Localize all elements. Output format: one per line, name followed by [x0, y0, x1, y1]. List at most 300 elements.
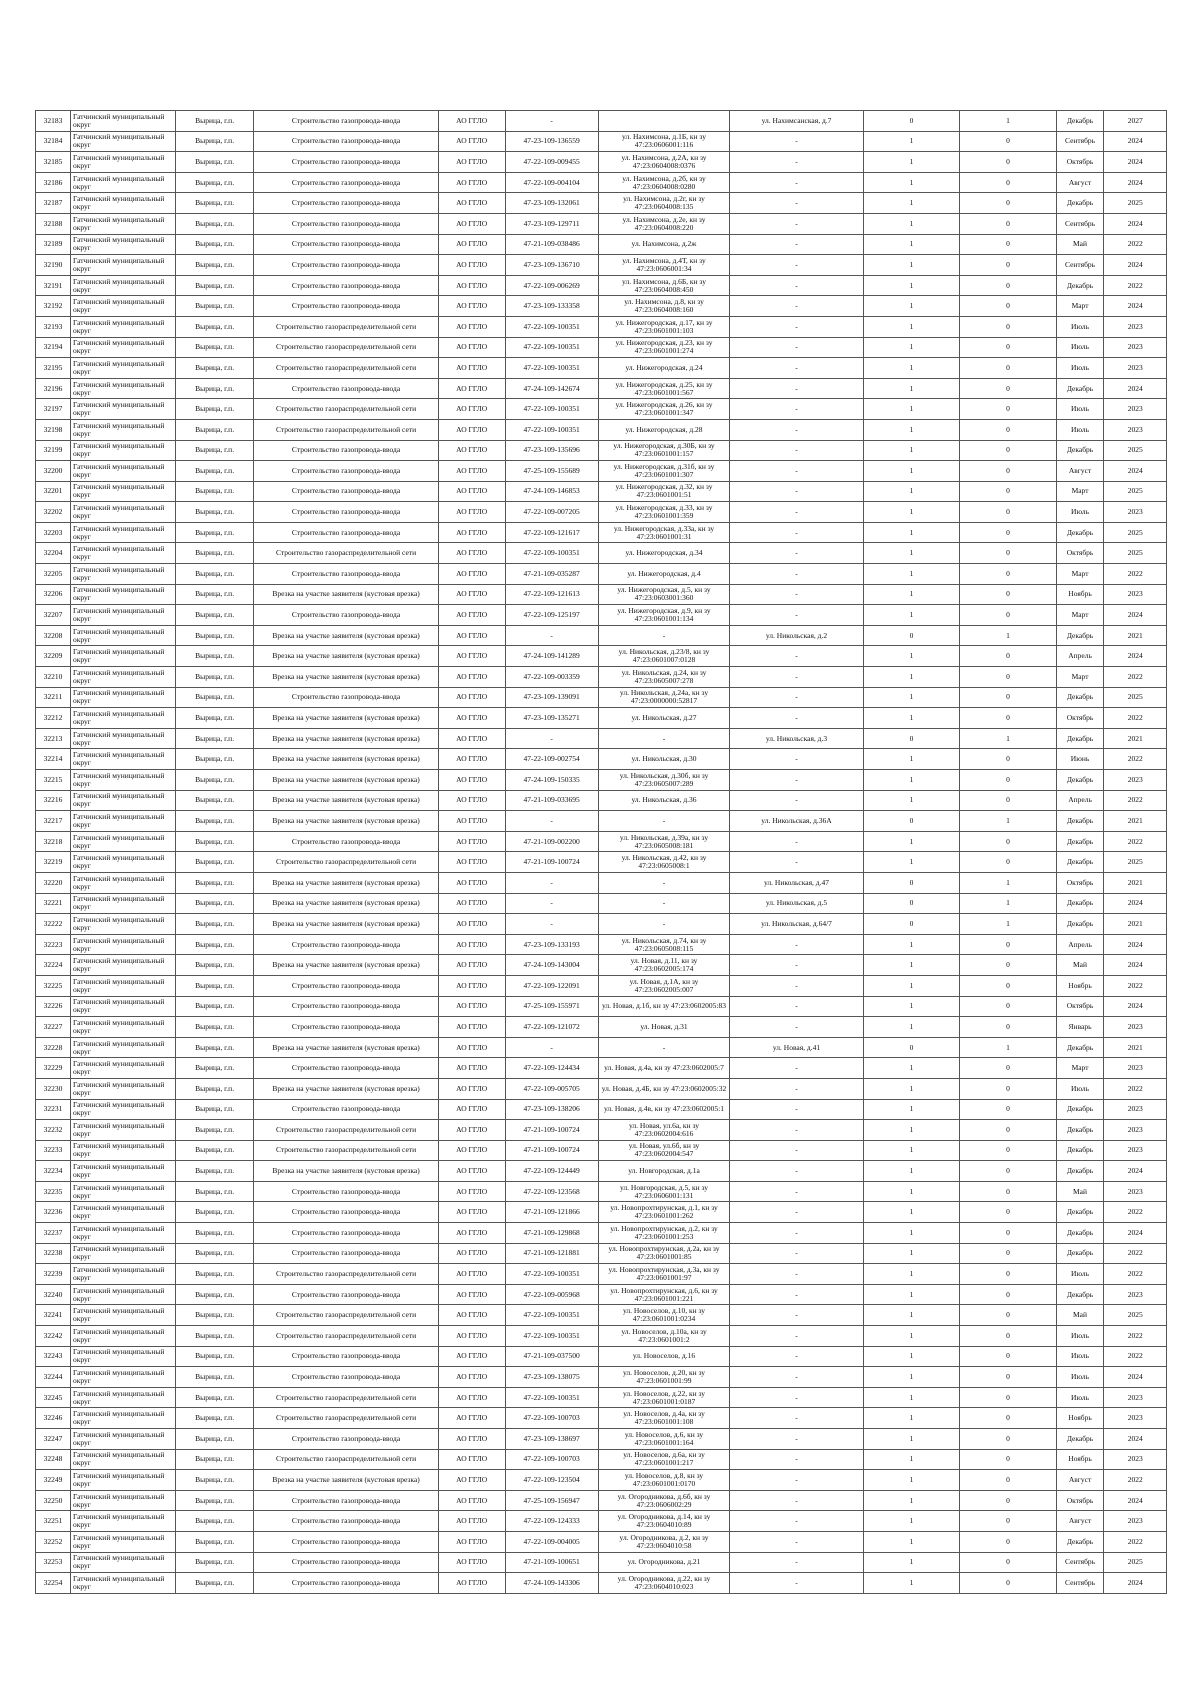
- year-cell: 2024: [1104, 255, 1167, 276]
- row-number: 32240: [36, 1284, 71, 1305]
- address-cell: -: [730, 358, 864, 379]
- application-number-cell: 47-22-109-009455: [505, 152, 598, 173]
- district-cell: Гатчинский муниципальный округ: [70, 255, 175, 276]
- month-cell: Октябрь: [1056, 1490, 1104, 1511]
- work-type-cell: Строительство газопровода-ввода: [254, 1573, 438, 1594]
- year-cell: 2025: [1104, 687, 1167, 708]
- table-row: [36, 1408, 1167, 1429]
- district-cell: Гатчинский муниципальный округ: [70, 605, 175, 626]
- table-body: [36, 111, 1167, 1594]
- address-cell: -: [730, 1140, 864, 1161]
- table-row: [36, 316, 1167, 337]
- year-cell: 2022: [1104, 1326, 1167, 1347]
- settlement-cell: Вырица, г.п.: [175, 1531, 253, 1552]
- table-row: [36, 1017, 1167, 1038]
- month-cell: Декабрь: [1056, 1202, 1104, 1223]
- year-cell: 2021: [1104, 811, 1167, 832]
- application-number-cell: 47-22-109-002754: [505, 749, 598, 770]
- district-cell: Гатчинский муниципальный округ: [70, 687, 175, 708]
- year-cell: 2023: [1104, 1449, 1167, 1470]
- organization-cell: АО ГГЛО: [438, 1161, 505, 1182]
- application-number-cell: 47-22-109-006269: [505, 275, 598, 296]
- count-b-cell: 0: [960, 131, 1056, 152]
- address-cadastral-cell: ул. Никольская, д.42, кн зу 47:23:0605008:1: [598, 852, 729, 873]
- settlement-cell: Вырица, г.п.: [175, 111, 253, 132]
- address-cell: -: [730, 852, 864, 873]
- table-row: [36, 440, 1167, 461]
- district-cell: Гатчинский муниципальный округ: [70, 996, 175, 1017]
- address-cell: -: [730, 687, 864, 708]
- count-a-cell: 0: [863, 1037, 959, 1058]
- address-cadastral-cell: -: [598, 914, 729, 935]
- address-cadastral-cell: ул. Нахимсона, д.2А, кн зу 47:23:0604008:0376: [598, 152, 729, 173]
- organization-cell: АО ГГЛО: [438, 1367, 505, 1388]
- organization-cell: АО ГГЛО: [438, 1408, 505, 1429]
- organization-cell: АО ГГЛО: [438, 1058, 505, 1079]
- address-cadastral-cell: ул. Нижегородская, д.28: [598, 419, 729, 440]
- count-b-cell: 0: [960, 378, 1056, 399]
- district-cell: Гатчинский муниципальный округ: [70, 172, 175, 193]
- row-number: 32231: [36, 1099, 71, 1120]
- district-cell: Гатчинский муниципальный округ: [70, 872, 175, 893]
- row-number: 32189: [36, 234, 71, 255]
- address-cell: -: [730, 152, 864, 173]
- work-type-cell: Строительство газопровода-ввода: [254, 111, 438, 132]
- settlement-cell: Вырица, г.п.: [175, 790, 253, 811]
- row-number: 32254: [36, 1573, 71, 1594]
- address-cell: -: [730, 605, 864, 626]
- organization-cell: АО ГГЛО: [438, 481, 505, 502]
- settlement-cell: Вырица, г.п.: [175, 316, 253, 337]
- year-cell: 2023: [1104, 1058, 1167, 1079]
- organization-cell: АО ГГЛО: [438, 419, 505, 440]
- address-cell: -: [730, 337, 864, 358]
- year-cell: 2024: [1104, 1429, 1167, 1450]
- count-a-cell: 1: [863, 770, 959, 791]
- application-number-cell: 47-22-109-100351: [505, 1264, 598, 1285]
- year-cell: 2022: [1104, 1470, 1167, 1491]
- month-cell: Август: [1056, 172, 1104, 193]
- application-number-cell: 47-22-109-005705: [505, 1078, 598, 1099]
- table-row: [36, 770, 1167, 791]
- application-number-cell: 47-25-109-155971: [505, 996, 598, 1017]
- application-number-cell: 47-23-109-136559: [505, 131, 598, 152]
- work-type-cell: Врезка на участке заявителя (кустовая врезка): [254, 790, 438, 811]
- work-type-cell: Строительство газопровода-ввода: [254, 1531, 438, 1552]
- month-cell: Октябрь: [1056, 543, 1104, 564]
- year-cell: 2021: [1104, 1037, 1167, 1058]
- address-cadastral-cell: ул. Новопрохтирунская, д.2, кн зу 47:23:0601001:253: [598, 1223, 729, 1244]
- application-number-cell: -: [505, 111, 598, 132]
- address-cadastral-cell: ул. Нижегородская, д.24: [598, 358, 729, 379]
- table-row: [36, 234, 1167, 255]
- row-number: 32226: [36, 996, 71, 1017]
- district-cell: Гатчинский муниципальный округ: [70, 1140, 175, 1161]
- settlement-cell: Вырица, г.п.: [175, 872, 253, 893]
- district-cell: Гатчинский муниципальный округ: [70, 1470, 175, 1491]
- organization-cell: АО ГГЛО: [438, 152, 505, 173]
- settlement-cell: Вырица, г.п.: [175, 831, 253, 852]
- count-a-cell: 1: [863, 1449, 959, 1470]
- count-a-cell: 1: [863, 996, 959, 1017]
- work-type-cell: Строительство газораспределительной сети: [254, 316, 438, 337]
- work-type-cell: Врезка на участке заявителя (кустовая врезка): [254, 625, 438, 646]
- table-row: [36, 1202, 1167, 1223]
- table-row: [36, 1078, 1167, 1099]
- count-b-cell: 0: [960, 687, 1056, 708]
- month-cell: Декабрь: [1056, 1120, 1104, 1141]
- address-cell: ул. Никольская, д.36А: [730, 811, 864, 832]
- count-b-cell: 0: [960, 770, 1056, 791]
- row-number: 32253: [36, 1552, 71, 1573]
- address-cadastral-cell: ул. Никольская, д.74, кн зу 47:23:0605008:115: [598, 934, 729, 955]
- work-type-cell: Строительство газопровода-ввода: [254, 1099, 438, 1120]
- count-b-cell: 0: [960, 1181, 1056, 1202]
- district-cell: Гатчинский муниципальный округ: [70, 131, 175, 152]
- work-type-cell: Строительство газораспределительной сети: [254, 358, 438, 379]
- month-cell: Март: [1056, 667, 1104, 688]
- table-row: [36, 275, 1167, 296]
- count-b-cell: 0: [960, 337, 1056, 358]
- year-cell: 2021: [1104, 728, 1167, 749]
- count-a-cell: 1: [863, 502, 959, 523]
- table-row: [36, 399, 1167, 420]
- application-number-cell: 47-22-109-100351: [505, 399, 598, 420]
- settlement-cell: Вырица, г.п.: [175, 1017, 253, 1038]
- year-cell: 2023: [1104, 1017, 1167, 1038]
- count-b-cell: 0: [960, 502, 1056, 523]
- work-type-cell: Строительство газопровода-ввода: [254, 831, 438, 852]
- count-a-cell: 1: [863, 1284, 959, 1305]
- count-b-cell: 0: [960, 1017, 1056, 1038]
- application-number-cell: 47-21-109-100651: [505, 1552, 598, 1573]
- application-number-cell: 47-22-109-005968: [505, 1284, 598, 1305]
- settlement-cell: Вырица, г.п.: [175, 172, 253, 193]
- count-a-cell: 1: [863, 193, 959, 214]
- count-b-cell: 0: [960, 1099, 1056, 1120]
- organization-cell: АО ГГЛО: [438, 378, 505, 399]
- address-cadastral-cell: ул. Новая, ул.6а, кн зу 47:23:0602004:616: [598, 1120, 729, 1141]
- count-b-cell: 0: [960, 1408, 1056, 1429]
- application-number-cell: 47-21-109-100724: [505, 852, 598, 873]
- table-row: [36, 378, 1167, 399]
- row-number: 32204: [36, 543, 71, 564]
- application-number-cell: 47-22-109-125197: [505, 605, 598, 626]
- count-a-cell: 1: [863, 522, 959, 543]
- settlement-cell: Вырица, г.п.: [175, 770, 253, 791]
- district-cell: Гатчинский муниципальный округ: [70, 1120, 175, 1141]
- table-row: [36, 337, 1167, 358]
- row-number: 32192: [36, 296, 71, 317]
- address-cell: -: [730, 172, 864, 193]
- row-number: 32197: [36, 399, 71, 420]
- count-a-cell: 1: [863, 1243, 959, 1264]
- organization-cell: АО ГГЛО: [438, 399, 505, 420]
- row-number: 32227: [36, 1017, 71, 1038]
- address-cell: -: [730, 564, 864, 585]
- settlement-cell: Вырица, г.п.: [175, 337, 253, 358]
- address-cadastral-cell: ул. Нижегородская, д.32, кн зу 47:23:0601001:51: [598, 481, 729, 502]
- table-row: [36, 296, 1167, 317]
- count-b-cell: 0: [960, 1387, 1056, 1408]
- table-row: [36, 1243, 1167, 1264]
- row-number: 32251: [36, 1511, 71, 1532]
- address-cadastral-cell: ул. Нахимсона, д.8, кн зу 47:23:0604008:160: [598, 296, 729, 317]
- organization-cell: АО ГГЛО: [438, 687, 505, 708]
- settlement-cell: Вырица, г.п.: [175, 1305, 253, 1326]
- address-cell: -: [730, 1243, 864, 1264]
- district-cell: Гатчинский муниципальный округ: [70, 234, 175, 255]
- work-type-cell: Строительство газопровода-ввода: [254, 296, 438, 317]
- organization-cell: АО ГГЛО: [438, 172, 505, 193]
- district-cell: Гатчинский муниципальный округ: [70, 1181, 175, 1202]
- organization-cell: АО ГГЛО: [438, 584, 505, 605]
- row-number: 32187: [36, 193, 71, 214]
- work-type-cell: Строительство газопровода-ввода: [254, 605, 438, 626]
- address-cell: ул. Никольская, д.2: [730, 625, 864, 646]
- settlement-cell: Вырица, г.п.: [175, 522, 253, 543]
- settlement-cell: Вырица, г.п.: [175, 1161, 253, 1182]
- address-cell: -: [730, 481, 864, 502]
- address-cadastral-cell: -: [598, 625, 729, 646]
- address-cell: -: [730, 646, 864, 667]
- district-cell: Гатчинский муниципальный округ: [70, 749, 175, 770]
- table-row: [36, 1531, 1167, 1552]
- address-cadastral-cell: ул. Новая, д.1б, кн зу 47:23:0602005:83: [598, 996, 729, 1017]
- settlement-cell: Вырица, г.п.: [175, 481, 253, 502]
- organization-cell: АО ГГЛО: [438, 111, 505, 132]
- address-cell: ул. Нахимсанская, д.7: [730, 111, 864, 132]
- count-a-cell: 1: [863, 234, 959, 255]
- address-cell: -: [730, 955, 864, 976]
- month-cell: Октябрь: [1056, 872, 1104, 893]
- count-b-cell: 0: [960, 1346, 1056, 1367]
- organization-cell: АО ГГЛО: [438, 1511, 505, 1532]
- settlement-cell: Вырица, г.п.: [175, 1243, 253, 1264]
- year-cell: 2024: [1104, 955, 1167, 976]
- address-cell: -: [730, 1408, 864, 1429]
- count-a-cell: 1: [863, 1223, 959, 1244]
- settlement-cell: Вырица, г.п.: [175, 811, 253, 832]
- organization-cell: АО ГГЛО: [438, 893, 505, 914]
- organization-cell: АО ГГЛО: [438, 852, 505, 873]
- year-cell: 2022: [1104, 1531, 1167, 1552]
- count-a-cell: 1: [863, 1161, 959, 1182]
- count-a-cell: 0: [863, 872, 959, 893]
- settlement-cell: Вырица, г.п.: [175, 213, 253, 234]
- count-a-cell: 0: [863, 893, 959, 914]
- row-number: 32214: [36, 749, 71, 770]
- count-b-cell: 1: [960, 914, 1056, 935]
- settlement-cell: Вырица, г.п.: [175, 461, 253, 482]
- row-number: 32199: [36, 440, 71, 461]
- address-cadastral-cell: ул. Нижегородская, д.34: [598, 543, 729, 564]
- month-cell: Декабрь: [1056, 1531, 1104, 1552]
- year-cell: 2022: [1104, 275, 1167, 296]
- work-type-cell: Строительство газопровода-ввода: [254, 440, 438, 461]
- count-a-cell: 1: [863, 337, 959, 358]
- work-type-cell: Строительство газопровода-ввода: [254, 975, 438, 996]
- organization-cell: АО ГГЛО: [438, 831, 505, 852]
- settlement-cell: Вырица, г.п.: [175, 1120, 253, 1141]
- application-number-cell: 47-21-109-100724: [505, 1140, 598, 1161]
- address-cell: -: [730, 996, 864, 1017]
- table-row: [36, 213, 1167, 234]
- district-cell: Гатчинский муниципальный округ: [70, 975, 175, 996]
- year-cell: 2022: [1104, 1243, 1167, 1264]
- count-a-cell: 1: [863, 1429, 959, 1450]
- count-a-cell: 0: [863, 625, 959, 646]
- application-number-cell: 47-22-109-100351: [505, 419, 598, 440]
- organization-cell: АО ГГЛО: [438, 934, 505, 955]
- count-a-cell: 1: [863, 1511, 959, 1532]
- application-number-cell: 47-25-109-156947: [505, 1490, 598, 1511]
- row-number: 32235: [36, 1181, 71, 1202]
- work-type-cell: Строительство газопровода-ввода: [254, 378, 438, 399]
- count-a-cell: 1: [863, 1367, 959, 1388]
- district-cell: Гатчинский муниципальный округ: [70, 1429, 175, 1450]
- organization-cell: АО ГГЛО: [438, 770, 505, 791]
- application-number-cell: 47-22-109-100351: [505, 358, 598, 379]
- address-cadastral-cell: ул. Новопрохтирунская, д.6, кн зу 47:23:0601001:221: [598, 1284, 729, 1305]
- application-number-cell: 47-22-109-100351: [505, 1305, 598, 1326]
- organization-cell: АО ГГЛО: [438, 543, 505, 564]
- count-a-cell: 1: [863, 1140, 959, 1161]
- address-cadastral-cell: ул. Нижегородская, д.31б, кн зу 47:23:0601001:307: [598, 461, 729, 482]
- count-a-cell: 1: [863, 955, 959, 976]
- application-number-cell: 47-24-109-141289: [505, 646, 598, 667]
- work-type-cell: Врезка на участке заявителя (кустовая врезка): [254, 749, 438, 770]
- month-cell: Декабрь: [1056, 440, 1104, 461]
- settlement-cell: Вырица, г.п.: [175, 708, 253, 729]
- settlement-cell: Вырица, г.п.: [175, 1058, 253, 1079]
- address-cadastral-cell: ул. Нахимсона, д.2б, кн зу 47:23:0604008:0280: [598, 172, 729, 193]
- month-cell: Май: [1056, 955, 1104, 976]
- count-b-cell: 0: [960, 275, 1056, 296]
- work-type-cell: Строительство газопровода-ввода: [254, 461, 438, 482]
- count-a-cell: 1: [863, 1202, 959, 1223]
- work-type-cell: Строительство газораспределительной сети: [254, 543, 438, 564]
- district-cell: Гатчинский муниципальный округ: [70, 1387, 175, 1408]
- settlement-cell: Вырица, г.п.: [175, 996, 253, 1017]
- table-row: [36, 1058, 1167, 1079]
- settlement-cell: Вырица, г.п.: [175, 893, 253, 914]
- table-row: [36, 625, 1167, 646]
- address-cadastral-cell: ул. Никольская, д.27: [598, 708, 729, 729]
- settlement-cell: Вырица, г.п.: [175, 852, 253, 873]
- settlement-cell: Вырица, г.п.: [175, 934, 253, 955]
- work-type-cell: Врезка на участке заявителя (кустовая врезка): [254, 811, 438, 832]
- district-cell: Гатчинский муниципальный округ: [70, 1346, 175, 1367]
- table-row: [36, 1099, 1167, 1120]
- count-a-cell: 1: [863, 1078, 959, 1099]
- organization-cell: АО ГГЛО: [438, 708, 505, 729]
- row-number: 32241: [36, 1305, 71, 1326]
- count-a-cell: 1: [863, 378, 959, 399]
- settlement-cell: Вырица, г.п.: [175, 1078, 253, 1099]
- settlement-cell: Вырица, г.п.: [175, 625, 253, 646]
- settlement-cell: Вырица, г.п.: [175, 584, 253, 605]
- count-b-cell: 0: [960, 1552, 1056, 1573]
- work-type-cell: Строительство газопровода-ввода: [254, 564, 438, 585]
- count-b-cell: 0: [960, 1223, 1056, 1244]
- month-cell: Декабрь: [1056, 111, 1104, 132]
- count-b-cell: 0: [960, 1511, 1056, 1532]
- organization-cell: АО ГГЛО: [438, 1552, 505, 1573]
- application-number-cell: 47-22-109-100351: [505, 316, 598, 337]
- address-cadastral-cell: -: [598, 872, 729, 893]
- application-number-cell: 47-25-109-155689: [505, 461, 598, 482]
- address-cadastral-cell: ул. Новопрохтирунская, д.3а, кн зу 47:23:0601001:97: [598, 1264, 729, 1285]
- month-cell: Август: [1056, 461, 1104, 482]
- row-number: 32232: [36, 1120, 71, 1141]
- table-row: [36, 667, 1167, 688]
- address-cell: -: [730, 316, 864, 337]
- application-number-cell: -: [505, 625, 598, 646]
- count-b-cell: 0: [960, 584, 1056, 605]
- address-cell: -: [730, 234, 864, 255]
- settlement-cell: Вырица, г.п.: [175, 1490, 253, 1511]
- count-b-cell: 1: [960, 728, 1056, 749]
- organization-cell: АО ГГЛО: [438, 1326, 505, 1347]
- year-cell: 2025: [1104, 481, 1167, 502]
- row-number: 32194: [36, 337, 71, 358]
- organization-cell: АО ГГЛО: [438, 564, 505, 585]
- application-number-cell: 47-23-109-136710: [505, 255, 598, 276]
- row-number: 32196: [36, 378, 71, 399]
- district-cell: Гатчинский муниципальный округ: [70, 1490, 175, 1511]
- settlement-cell: Вырица, г.п.: [175, 1511, 253, 1532]
- table-row: [36, 852, 1167, 873]
- work-type-cell: Строительство газопровода-ввода: [254, 152, 438, 173]
- address-cell: -: [730, 193, 864, 214]
- count-b-cell: 0: [960, 852, 1056, 873]
- address-cell: ул. Новая, д.41: [730, 1037, 864, 1058]
- district-cell: Гатчинский муниципальный округ: [70, 358, 175, 379]
- year-cell: 2021: [1104, 914, 1167, 935]
- count-b-cell: 0: [960, 234, 1056, 255]
- row-number: 32195: [36, 358, 71, 379]
- application-number-cell: -: [505, 728, 598, 749]
- address-cell: ул. Никольская, д.47: [730, 872, 864, 893]
- year-cell: 2022: [1104, 667, 1167, 688]
- count-b-cell: 1: [960, 872, 1056, 893]
- work-type-cell: Строительство газопровода-ввода: [254, 255, 438, 276]
- year-cell: 2025: [1104, 852, 1167, 873]
- month-cell: Декабрь: [1056, 770, 1104, 791]
- work-type-cell: Строительство газораспределительной сети: [254, 1305, 438, 1326]
- row-number: 32237: [36, 1223, 71, 1244]
- application-number-cell: 47-21-109-037500: [505, 1346, 598, 1367]
- month-cell: Сентябрь: [1056, 1552, 1104, 1573]
- district-cell: Гатчинский муниципальный округ: [70, 440, 175, 461]
- count-a-cell: 0: [863, 914, 959, 935]
- year-cell: 2022: [1104, 234, 1167, 255]
- application-number-cell: 47-22-109-123504: [505, 1470, 598, 1491]
- settlement-cell: Вырица, г.п.: [175, 1181, 253, 1202]
- address-cell: -: [730, 1305, 864, 1326]
- table-row: [36, 419, 1167, 440]
- month-cell: Август: [1056, 1470, 1104, 1491]
- address-cell: -: [730, 790, 864, 811]
- table-row: [36, 1552, 1167, 1573]
- table-row: [36, 522, 1167, 543]
- month-cell: Декабрь: [1056, 1037, 1104, 1058]
- settlement-cell: Вырица, г.п.: [175, 749, 253, 770]
- work-type-cell: Строительство газопровода-ввода: [254, 234, 438, 255]
- year-cell: 2022: [1104, 1202, 1167, 1223]
- address-cadastral-cell: ул. Новопрохтирунская, д.1, кн зу 47:23:0601001:262: [598, 1202, 729, 1223]
